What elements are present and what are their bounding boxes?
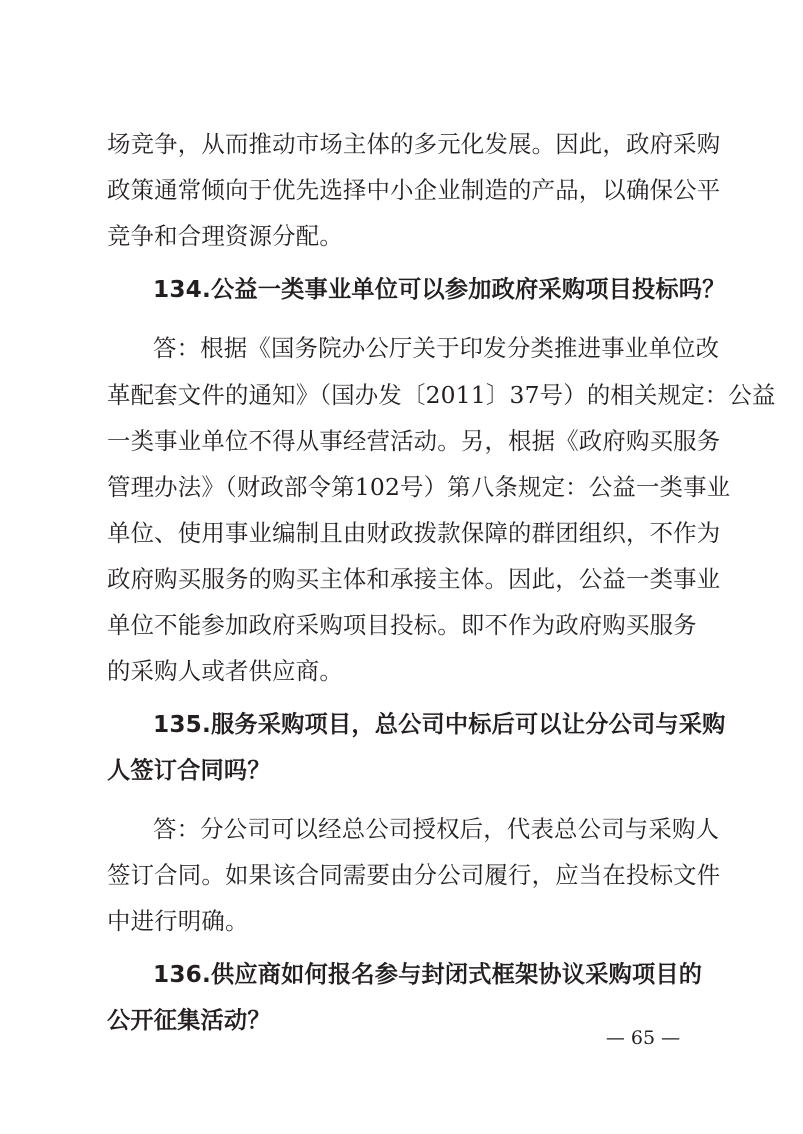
paragraph-line: 答：根据《国务院办公厅关于印发分类推进事业单位改	[153, 334, 720, 362]
paragraph-line: 竞争和合理资源分配。	[107, 222, 343, 250]
paragraph-line: 单位、使用事业编制且由财政拨款保障的群团组织，不作为	[107, 519, 721, 547]
paragraph-line: 革配套文件的通知》（国办发〔2011〕37号）的相关规定：公益	[107, 381, 776, 409]
paragraph-line: 答：分公司可以经总公司授权后，代表总公司与采购人	[153, 815, 720, 843]
page-number: — 65 —	[605, 1027, 681, 1049]
paragraph-line: 管理办法》（财政部令第102号）第八条规定：公益一类事业	[107, 473, 731, 501]
question-heading: 134.公益一类事业单位可以参加政府采购项目投标吗？	[153, 276, 726, 303]
question-heading: 人签订合同吗？	[107, 757, 271, 784]
question-heading: 136.供应商如何报名参与封闭式框架协议采购项目的	[153, 961, 703, 988]
paragraph-line: 政府购买服务的购买主体和承接主体。因此，公益一类事业	[107, 565, 721, 593]
question-heading: 135.服务采购项目，总公司中标后可以让分公司与采购	[153, 711, 726, 738]
paragraph-line: 政策通常倾向于优先选择中小企业制造的产品，以确保公平	[107, 176, 721, 204]
paragraph-line: 的采购人或者供应商。	[107, 657, 343, 685]
paragraph-line: 一类事业单位不得从事经营活动。另，根据《政府购买服务	[107, 427, 721, 455]
paragraph-line: 场竞争，从而推动市场主体的多元化发展。因此，政府采购	[107, 130, 721, 158]
paragraph-line: 单位不能参加政府采购项目投标。即不作为政府购买服务	[107, 611, 697, 639]
paragraph-line: 中进行明确。	[107, 907, 249, 935]
question-heading: 公开征集活动？	[107, 1007, 271, 1034]
paragraph-line: 签订合同。如果该合同需要由分公司履行，应当在投标文件	[107, 861, 721, 889]
